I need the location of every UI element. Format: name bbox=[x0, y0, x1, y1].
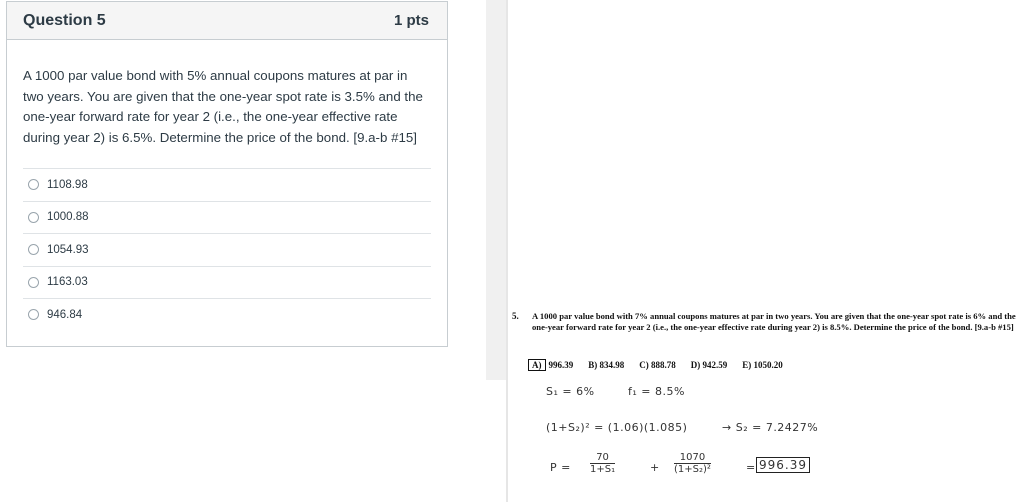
radio-button[interactable] bbox=[28, 277, 39, 288]
fraction-numerator: 70 bbox=[590, 452, 615, 464]
answer-option[interactable] bbox=[23, 266, 431, 299]
handwriting-fraction-1 bbox=[590, 452, 615, 475]
question-title: Question 5 bbox=[23, 11, 106, 29]
solution-scan bbox=[510, 306, 1022, 502]
question-card bbox=[6, 1, 448, 347]
choice-list bbox=[528, 360, 798, 370]
question-header bbox=[7, 2, 447, 40]
choice-value: 888.78 bbox=[651, 360, 676, 370]
fraction-numerator: 1070 bbox=[674, 452, 711, 464]
problem-text: A 1000 par value bond with 7% annual coupons matures at par in two years. You are given that the one-year spot rate is 6% and the one-year forward rate for year 2 (i.e., the one-year effective rate during year 2) is 8.5%. Determine the price of the bond. [9.a-b #15] bbox=[532, 311, 1016, 332]
radio-button[interactable] bbox=[28, 244, 39, 255]
answer-option[interactable] bbox=[23, 168, 431, 201]
choice-b bbox=[588, 360, 624, 370]
problem-number: 5. bbox=[512, 311, 519, 321]
choice-value: 834.98 bbox=[599, 360, 625, 370]
choice-letter: D) bbox=[690, 360, 701, 370]
handwriting-s2-result: → S₂ = 7.2427% bbox=[722, 421, 819, 434]
divider-strip bbox=[486, 0, 508, 380]
handwriting-fraction-2 bbox=[674, 452, 711, 475]
fraction-denominator: 1+S₁ bbox=[590, 464, 616, 475]
answer-label[interactable]: 946.84 bbox=[47, 308, 83, 321]
answer-option[interactable] bbox=[23, 298, 431, 331]
choice-e bbox=[742, 360, 783, 370]
choice-d bbox=[691, 360, 728, 370]
question-text: A 1000 par value bond with 5% annual coupons matures at par in two years. You are given that the one-year spot rate is 3.5% and the one-year forward rate for year 2 (i.e., the one-year effective rate during year 2) is 6.5%. Determine the price of the bond. [9.a-b #15] bbox=[23, 68, 423, 145]
choice-value: 942.59 bbox=[702, 360, 728, 370]
choice-letter: B) bbox=[588, 360, 598, 370]
handwriting-equals: = bbox=[746, 461, 756, 474]
answer-list bbox=[23, 168, 431, 331]
radio-button[interactable] bbox=[28, 309, 39, 320]
choice-letter: A) bbox=[528, 359, 546, 371]
radio-button[interactable] bbox=[28, 179, 39, 190]
radio-button[interactable] bbox=[28, 212, 39, 223]
choice-value: 1050.20 bbox=[753, 360, 783, 370]
handwriting-forward-rate: f₁ = 8.5% bbox=[628, 385, 685, 398]
handwriting-final-answer: 996.39 bbox=[756, 457, 810, 473]
question-points: 1 pts bbox=[393, 12, 429, 29]
handwriting-plus: + bbox=[650, 461, 660, 474]
choice-c bbox=[639, 360, 676, 370]
choice-a bbox=[528, 360, 573, 370]
answer-label[interactable]: 1163.03 bbox=[47, 276, 88, 289]
answer-label[interactable]: 1108.98 bbox=[47, 178, 88, 191]
handwriting-equation: (1+S₂)² = (1.06)(1.085) bbox=[546, 421, 688, 434]
answer-option[interactable] bbox=[23, 201, 431, 234]
divider-line bbox=[506, 0, 508, 502]
answer-label[interactable]: 1054.93 bbox=[47, 243, 89, 256]
fraction-denominator: (1+S₂)² bbox=[674, 464, 711, 475]
choice-letter: E) bbox=[742, 360, 752, 370]
handwriting-spot-rate: S₁ = 6% bbox=[546, 385, 595, 398]
handwriting-price-label: P = bbox=[550, 461, 571, 474]
choice-letter: C) bbox=[639, 360, 649, 370]
answer-option[interactable] bbox=[23, 233, 431, 266]
answer-label[interactable]: 1000.88 bbox=[47, 211, 89, 224]
choice-value: 996.39 bbox=[548, 360, 574, 370]
